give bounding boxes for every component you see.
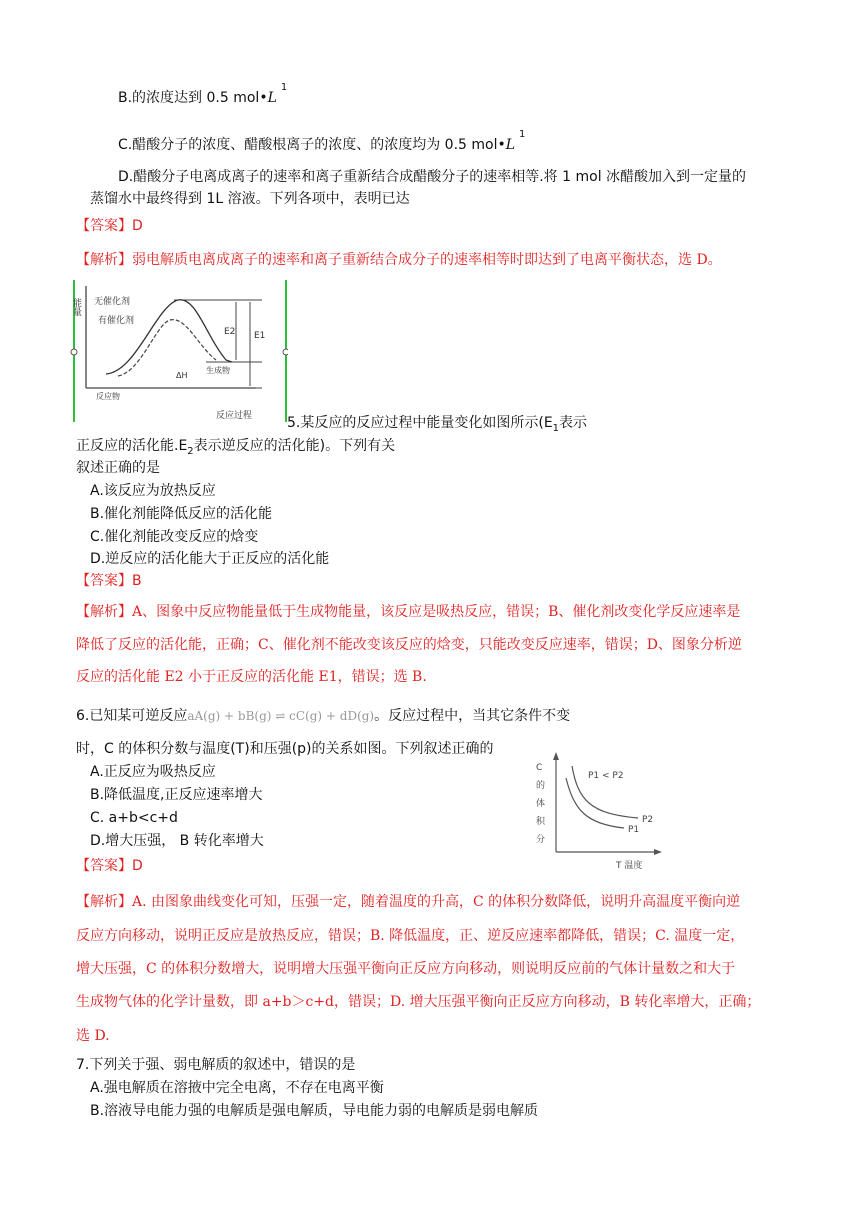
q6-stem-line2: 时，C 的体积分数与温度(T)和压强(p)的关系如图。下列叙述正确的: [76, 741, 494, 757]
q6-stem: 6.已知某可逆反应aA(g) + bB(g) ⇌ cC(g) + dD(g)。反应过程中，当其它条件不变: [76, 708, 571, 724]
q4-option-c: C.醋酸分子的浓度、醋酸根离子的浓度、的浓度均为 0.5 $mol•L^1$: [118, 129, 526, 153]
vf-p1-label: P1: [628, 825, 640, 835]
q6-answer: 【答案】D: [76, 858, 143, 874]
q5-stem: 5.某反应的反应过程中能量变化如图所示($E_1$表示: [287, 415, 588, 434]
q6-analysis-4: 生成物气体的化学计量数，即 a+b＞c+d，错误；D. 增大压强平衡向正反应方向移动，B 转化率增大，正确；: [76, 994, 761, 1010]
vf-ylabel-2: 体: [536, 799, 546, 809]
vf-legend: P1 < P2: [588, 771, 624, 781]
curve-catalyst-label: 有催化剂: [98, 316, 135, 326]
q5-option-b: B.催化剂能降低反应的活化能: [90, 506, 273, 522]
q7-stem: 7.下列关于强、弱电解质的叙述中，错误的是: [76, 1057, 356, 1073]
q6-analysis-3: 增大压强，C 的体积分数增大，说明增大压强平衡向正反应方向移动，则说明反应前的气体计量数之和大于: [76, 961, 736, 977]
q4-option-b: B.的浓度达到 0.5 $mol•L^1$: [118, 82, 288, 106]
energy-diagram: [66, 276, 288, 426]
vf-p2-label: P2: [642, 815, 654, 825]
q5-option-d: D.逆反应的活化能大于正反应的活化能: [90, 551, 330, 567]
energy-xlabel: 反应过程: [216, 411, 253, 421]
reactant-label: 反应物: [96, 392, 120, 401]
q5-option-a: A.该反应为放热反应: [90, 483, 216, 499]
e1-label: E1: [254, 331, 266, 341]
q5-stem-line2: 正反应的活化能$.E_2$表示逆反应的活化能)。下列有关: [76, 438, 396, 457]
q5-option-c: C.催化剂能改变反应的焓变: [90, 529, 259, 545]
q6-analysis-5: 选 D.: [76, 1028, 110, 1044]
q4-answer: 【答案】D: [76, 218, 143, 234]
q6-option-b: B.降低温度,正反应速率增大: [90, 787, 263, 803]
q4-analysis: 【解析】弱电解质电离成离子的速率和离子重新结合成分子的速率相等时即达到了电离平衡状态，选 D。: [76, 252, 722, 268]
q6-analysis-2: 反应方向移动，说明正反应是放热反应，错误；B. 降低温度，正、逆反应速率都降低，错误；C. 温度一定，: [76, 928, 745, 944]
dh-label: ΔH: [176, 371, 188, 380]
q6-option-d: D.增大压强， B 转化率增大: [90, 833, 264, 849]
curve-no-catalyst-label: 无催化剂: [94, 297, 131, 307]
q5-answer: 【答案】B: [76, 573, 142, 589]
q5-stem-line3: 叙述正确的是: [76, 460, 160, 476]
product-label: 生成物: [206, 366, 230, 375]
e2-label: E2: [224, 327, 236, 337]
vf-xlabel: T 温度: [616, 861, 643, 871]
q4-option-d: D.醋酸分子电离成离子的速率和离子重新结合成醋酸分子的速率相等.将 1 mol 冰醋酸加入到一定量的: [118, 169, 747, 185]
energy-ylabel: 能量: [71, 298, 81, 316]
q5-analysis-2: 降低了反应的活化能，正确；C、催化剂不能改变该反应的焓变，只能改变反应速率，错误；D、图象分析逆: [76, 637, 742, 653]
q6-option-c: C. a+b<c+d: [90, 810, 178, 826]
vf-ylabel-3: 积: [536, 817, 546, 827]
q7-option-b: B.溶液导电能力强的电解质是强电解质，导电能力弱的电解质是弱电解质: [90, 1103, 539, 1119]
volume-fraction-chart: [528, 750, 664, 874]
vf-ylabel-4: 分: [536, 835, 546, 845]
q5-analysis-1: 【解析】A、图象中反应物能量低于生成物能量，该反应是吸热反应，错误；B、催化剂改变化学反应速率是: [76, 604, 741, 620]
q5-analysis-3: 反应的活化能 E2 小于正反应的活化能 E1，错误；选 B.: [76, 669, 427, 685]
q6-analysis-1: 【解析】A. 由图象曲线变化可知，压强一定，随着温度的升高，C 的体积分数降低，说明升高温度平衡向逆: [76, 894, 741, 910]
q7-option-a: A.强电解质在溶掖中完全电离，不存在电离平衡: [90, 1080, 384, 1096]
q6-option-a: A.正反应为吸热反应: [90, 764, 216, 780]
vf-ylabel-1: 的: [536, 781, 546, 791]
q4-option-d-cont: 蒸馏水中最终得到 1L 溶液。下列各项中，表明已达: [90, 191, 410, 207]
vf-ylabel-0: C: [536, 763, 543, 773]
